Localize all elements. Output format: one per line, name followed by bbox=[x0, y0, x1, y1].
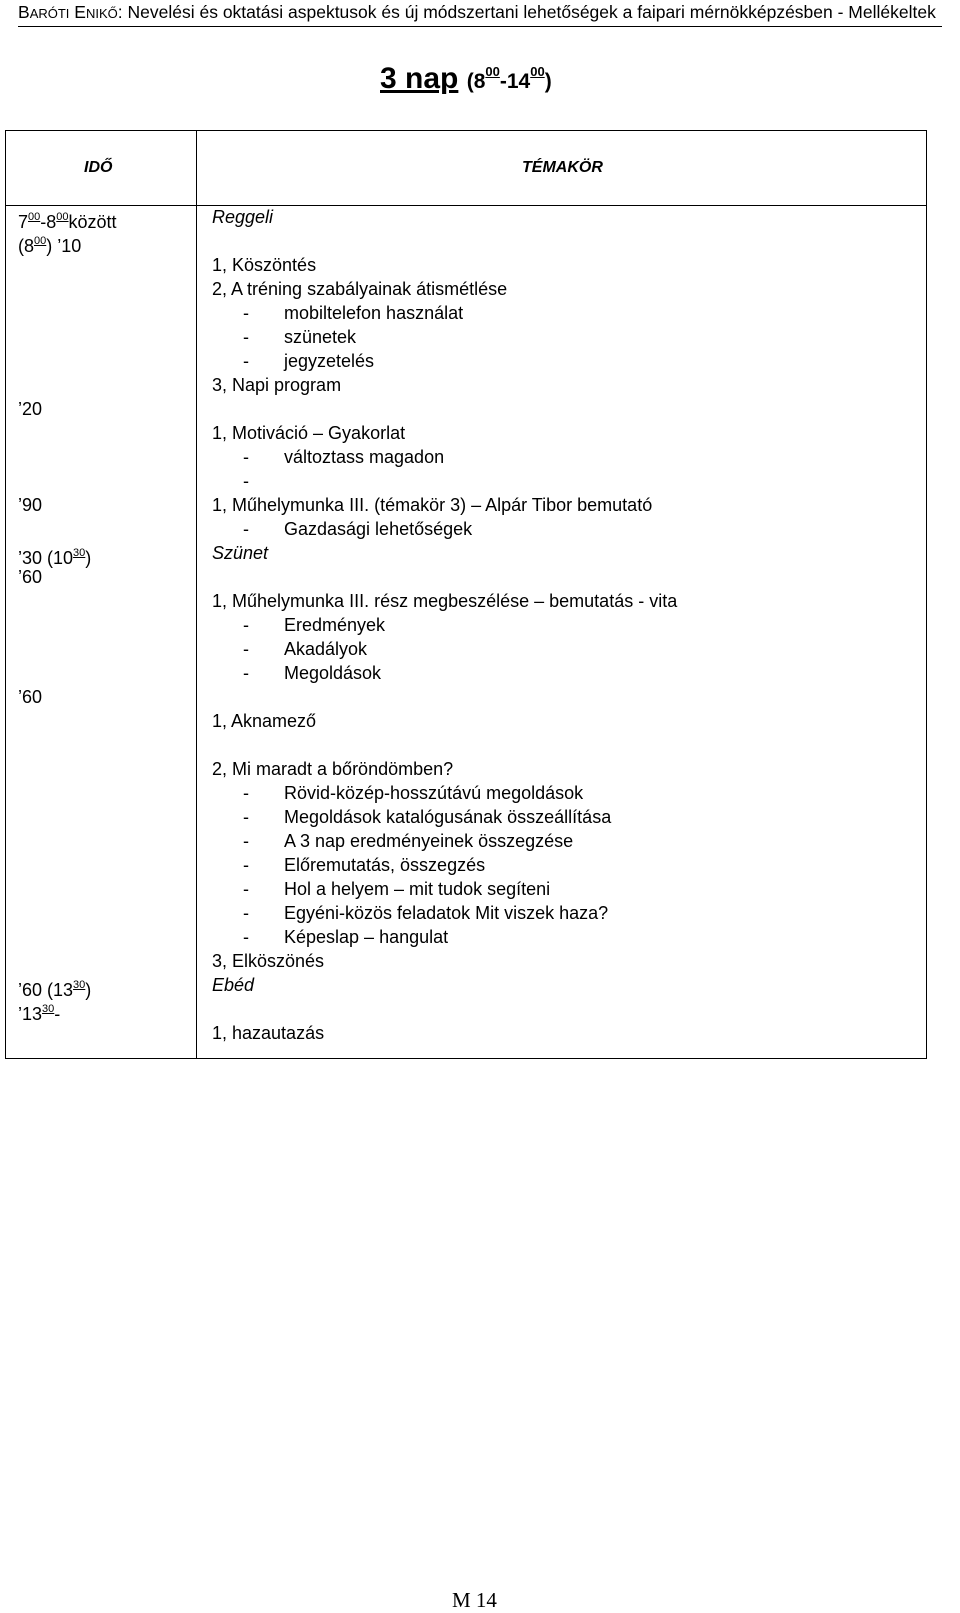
title-range bbox=[466, 64, 552, 93]
topic-bullet: Előremutatás, összegzés bbox=[284, 855, 486, 875]
topic-bullet: mobiltelefon használat bbox=[284, 303, 464, 323]
topic-bullet: Gazdasági lehetőségek bbox=[284, 519, 473, 539]
topic-line: 1, hazautazás bbox=[212, 1023, 325, 1043]
time-cell: ’60 bbox=[18, 567, 43, 587]
column-header-topic: TÉMAKÖR bbox=[522, 159, 603, 176]
topic-bullet: Rövid-közép-hosszútávú megoldások bbox=[284, 783, 584, 803]
running-header bbox=[18, 0, 942, 27]
author-rest-2: NIKŐ bbox=[85, 6, 118, 21]
title-mid: -14 bbox=[499, 70, 531, 93]
time-part: ’13 bbox=[18, 1004, 43, 1024]
dash: - bbox=[243, 855, 249, 875]
title-sup2: 00 bbox=[530, 64, 545, 79]
column-divider bbox=[196, 131, 197, 1058]
title-open: (8 bbox=[466, 70, 486, 93]
time-sup: 30 bbox=[73, 547, 86, 559]
topic-line: 3, Napi program bbox=[212, 375, 342, 395]
topic-bullet: szünetek bbox=[284, 327, 357, 347]
dash: - bbox=[243, 783, 249, 803]
header-title: : Nevelési és oktatási aspektusok és új módszertani lehetőségek a faipari mérnökképzésben - Mellékeltek bbox=[117, 2, 936, 22]
topic-line: 2, A tréning szabályainak átismétlése bbox=[212, 279, 508, 299]
time-part: - bbox=[54, 1004, 61, 1024]
dash: - bbox=[243, 447, 249, 467]
dash: - bbox=[243, 903, 249, 923]
time-cell: ’60 bbox=[18, 687, 43, 707]
dash: - bbox=[243, 519, 249, 539]
header-divider bbox=[6, 205, 926, 206]
time-part: (8 bbox=[18, 236, 35, 256]
author-initial-1: B bbox=[18, 2, 30, 22]
title-sup1: 00 bbox=[485, 64, 500, 79]
topic-bullet: Hol a helyem – mit tudok segíteni bbox=[284, 879, 551, 899]
time-part: között bbox=[68, 212, 117, 232]
author-initial-2: E bbox=[74, 2, 86, 22]
time-cell: ’90 bbox=[18, 495, 43, 515]
dash: - bbox=[243, 471, 249, 491]
topic-line: 2, Mi maradt a bőröndömben? bbox=[212, 759, 454, 779]
time-part: 7 bbox=[18, 212, 29, 232]
topic-bullet: Egyéni-közös feladatok Mit viszek haza? bbox=[284, 903, 609, 923]
time-sup: 30 bbox=[42, 1003, 55, 1015]
time-cell bbox=[18, 206, 117, 233]
topic-reggeli: Reggeli bbox=[212, 207, 274, 227]
topic-line: 1, Köszöntés bbox=[212, 255, 317, 275]
topic-bullet: Megoldások bbox=[284, 663, 382, 683]
time-cell bbox=[18, 998, 60, 1025]
time-sup: 00 bbox=[56, 211, 69, 223]
topic-bullet: Képeslap – hangulat bbox=[284, 927, 449, 947]
dash: - bbox=[243, 831, 249, 851]
time-part: ) bbox=[85, 980, 92, 1000]
topic-line: 1, Aknamező bbox=[212, 711, 317, 731]
column-header-time: IDŐ bbox=[84, 159, 113, 176]
time-part: -8 bbox=[40, 212, 57, 232]
dash: - bbox=[243, 615, 249, 635]
topic-line: 1, Motiváció – Gyakorlat bbox=[212, 423, 406, 443]
time-cell: ’20 bbox=[18, 399, 43, 419]
dash: - bbox=[243, 351, 249, 371]
time-part: ’60 (13 bbox=[18, 980, 74, 1000]
time-part: ’30 (10 bbox=[18, 548, 74, 568]
topic-bullet: jegyzetelés bbox=[284, 351, 375, 371]
time-cell bbox=[18, 542, 91, 569]
topic-line: 1, Műhelymunka III. rész megbeszélése – bemutatás - vita bbox=[212, 591, 678, 611]
time-sup: 00 bbox=[28, 211, 41, 223]
topic-ebed: Ebéd bbox=[212, 975, 255, 995]
page-title bbox=[380, 62, 552, 96]
topic-bullet: Eredmények bbox=[284, 615, 386, 635]
topic-line: 1, Műhelymunka III. (témakör 3) – Alpár Tibor bemutató bbox=[212, 495, 653, 515]
time-part: ) bbox=[85, 548, 92, 568]
time-cell bbox=[18, 230, 81, 257]
topic-bullet: változtass magadon bbox=[284, 447, 445, 467]
topic-bullet: Akadályok bbox=[284, 639, 368, 659]
dash: - bbox=[243, 327, 249, 347]
dash: - bbox=[243, 639, 249, 659]
dash: - bbox=[243, 879, 249, 899]
schedule-table bbox=[5, 130, 927, 1059]
dash: - bbox=[243, 303, 249, 323]
topic-bullet: A 3 nap eredményeinek összegzése bbox=[284, 831, 574, 851]
topic-szunet: Szünet bbox=[212, 543, 269, 563]
time-part: ) ’10 bbox=[46, 236, 82, 256]
topic-bullet: Megoldások katalógusának összeállítása bbox=[284, 807, 612, 827]
dash: - bbox=[243, 807, 249, 827]
time-sup: 00 bbox=[34, 235, 47, 247]
dash: - bbox=[243, 927, 249, 947]
time-sup: 30 bbox=[73, 979, 86, 991]
page-number: M 14 bbox=[452, 1588, 497, 1612]
title-main: 3 nap bbox=[380, 62, 459, 95]
title-close: ) bbox=[544, 70, 552, 93]
author-rest-1: ARÓTI bbox=[29, 6, 70, 21]
time-cell bbox=[18, 974, 91, 1001]
dash: - bbox=[243, 663, 249, 683]
topic-line: 3, Elköszönés bbox=[212, 951, 325, 971]
